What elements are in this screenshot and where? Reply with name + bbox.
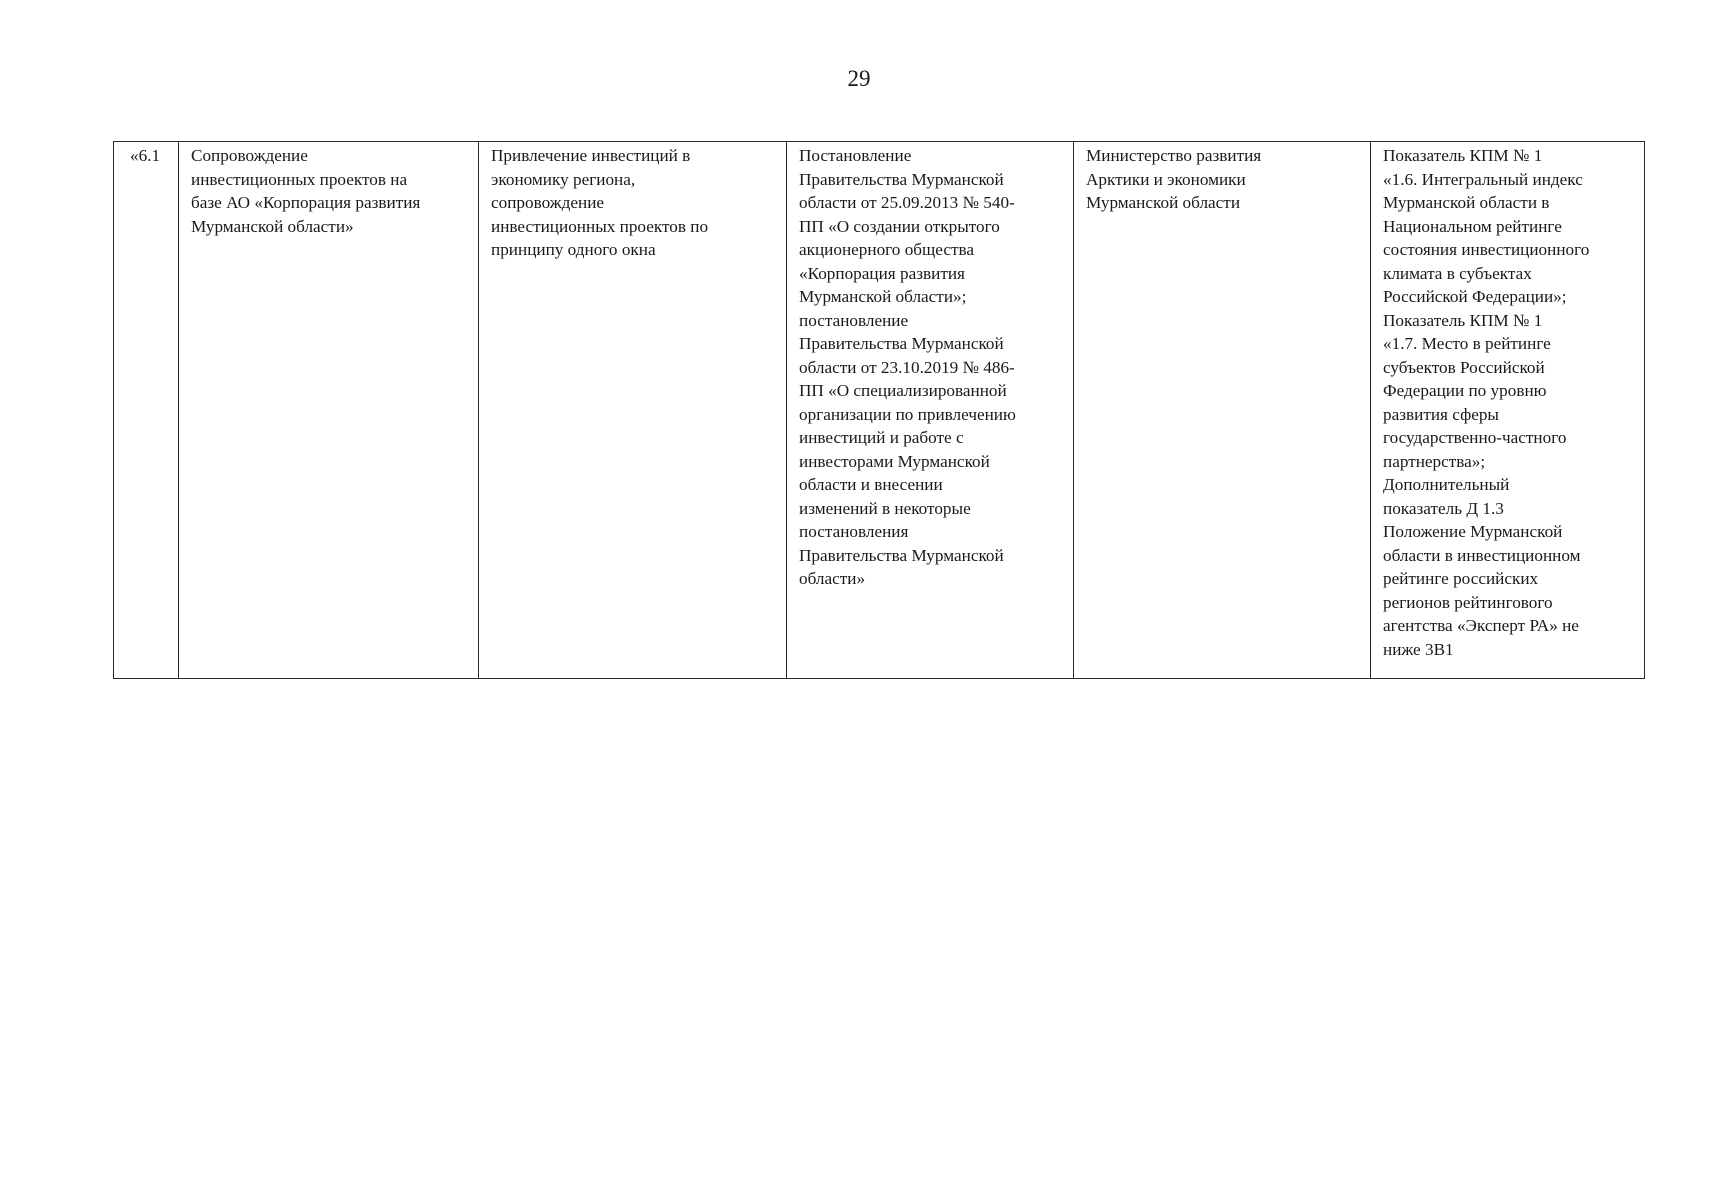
responsible-executor-cell: Министерство развития Арктики и экономики Мурманской области	[1074, 142, 1371, 679]
item-number-cell: «6.1	[114, 142, 179, 679]
measure-description-cell: Привлечение инвестиций в экономику региона, сопровождение инвестиционных проектов по принципу одного окна	[479, 142, 787, 679]
measures-table	[113, 141, 1645, 679]
measure-name-cell: Сопровождение инвестиционных проектов на базе АО «Корпорация развития Мурманской области»	[179, 142, 479, 679]
legal-basis-cell: Постановление Правительства Мурманской области от 25.09.2013 № 540- ПП «О создании открытого акционерного общества «Корпорация развития Мурманской области»; постановление Правительства Мурманской области от 23.10.2019 № 486- ПП «О специализированной организации по привлечению инвестиций и работе с инвесторами Мурманской области и внесении изменений в некоторые постановления Правительства Мурманской области»	[787, 142, 1074, 679]
indicators-cell: Показатель КПМ № 1 «1.6. Интегральный индекс Мурманской области в Национальном рейтинге состояния инвестиционного климата в субъектах Российской Федерации»; Показатель КПМ № 1 «1.7. Место в рейтинге субъектов Российской Федерации по уровню развития сферы государственно-частного партнерства»; Дополнительный показатель Д 1.3 Положение Мурманской области в инвестиционном рейтинге российских регионов рейтингового агентства «Эксперт РА» не ниже 3В1	[1371, 142, 1645, 679]
page-number: 29	[847, 66, 871, 91]
table-row	[114, 142, 1645, 679]
